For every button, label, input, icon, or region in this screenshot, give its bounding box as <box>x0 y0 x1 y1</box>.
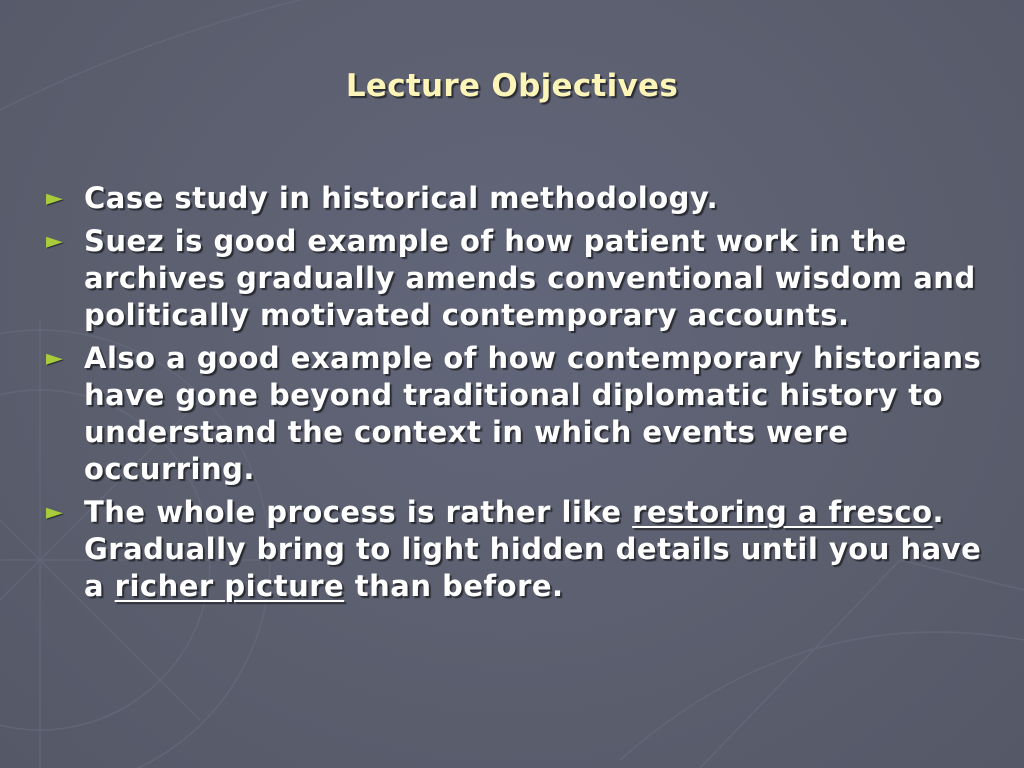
bullet-text: Suez is good example of how patient work in the archives gradually amends conventional wisdom and politically motivated contemporary accounts. <box>84 224 976 332</box>
richer-picture-link[interactable]: richer picture <box>114 569 345 603</box>
bullet-text: Case study in historical methodology. <box>84 181 719 215</box>
bullet-item <box>46 340 986 488</box>
triangle-bullet-icon: ► <box>46 500 64 525</box>
slide-title: Lecture Objectives <box>345 68 679 104</box>
triangle-bullet-icon: ► <box>46 229 64 254</box>
bullet-text-part: than before. <box>344 569 564 603</box>
bullet-item <box>46 223 986 334</box>
triangle-bullet-icon: ► <box>46 346 64 371</box>
restoring-fresco-link[interactable]: restoring a fresco <box>632 495 933 529</box>
bullet-list <box>46 180 986 611</box>
bullet-text: Also a good example of how contemporary historians have gone beyond traditional diplomatic history to understand the context in which events were occurring. <box>84 341 982 486</box>
bullet-item <box>46 180 986 217</box>
bullet-text-part: The whole process is rather like <box>84 495 633 529</box>
bullet-item <box>46 494 986 605</box>
bullet-text-part: . Gradually bring to light hidden details until you have a <box>84 495 982 603</box>
triangle-bullet-icon: ► <box>46 186 64 211</box>
